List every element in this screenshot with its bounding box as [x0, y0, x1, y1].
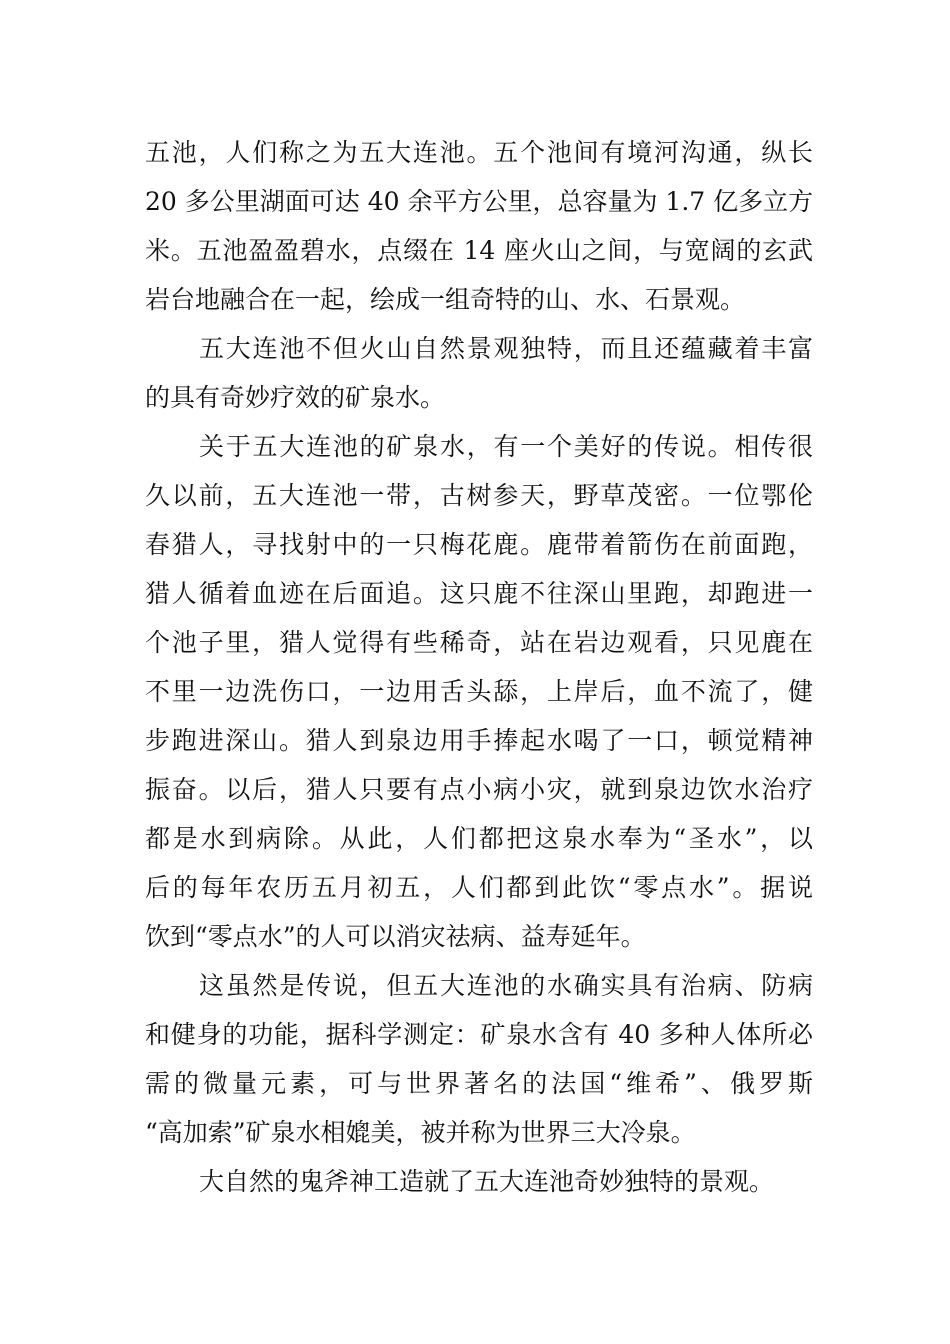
- document-page: [145, 128, 813, 1206]
- text-line: 个池子里，猎人觉得有些稀奇，站在岩边观看，只见鹿在: [145, 628, 813, 657]
- text-line: 需的微量元素，可与世界著名的法国“维希”、俄罗斯: [145, 1069, 813, 1098]
- text-line: 都是水到病除。从此，人们都把这泉水奉为“圣水”，以: [145, 824, 813, 853]
- text-line: 步跑进深山。猎人到泉边用手捧起水喝了一口，顿觉精神: [145, 726, 813, 755]
- text-line: 不里一边洗伤口，一边用舌头舔，上岸后，血不流了，健: [145, 677, 813, 706]
- paragraph-first-line: 五大连池不但火山自然景观独特，而且还蕴藏着丰富: [199, 334, 813, 363]
- text-line: 五池，人们称之为五大连池。五个池间有境河沟通，纵长: [145, 138, 813, 167]
- text-line: 春猎人，寻找射中的一只梅花鹿。鹿带着箭伤在前面跑，: [145, 530, 813, 559]
- text-line: 后的每年农历五月初五，人们都到此饮“零点水”。据说: [145, 873, 813, 902]
- text-line: “高加索”矿泉水相媲美，被并称为世界三大冷泉。: [145, 1118, 696, 1147]
- text-line: 振奋。以后，猎人只要有点小病小灾，就到泉边饮水治疗: [145, 775, 813, 804]
- paragraph-first-line: 大自然的鬼斧神工造就了五大连池奇妙独特的景观。: [199, 1167, 775, 1196]
- text-line: 的具有奇妙疗效的矿泉水。: [145, 383, 446, 412]
- text-line: 饮到“零点水”的人可以消灾祛病、益寿延年。: [145, 922, 646, 951]
- paragraph-first-line: 关于五大连池的矿泉水，有一个美好的传说。相传很: [199, 432, 813, 461]
- paragraph-first-line: 这虽然是传说，但五大连池的水确实具有治病、防病: [199, 971, 813, 1000]
- text-line: 猎人循着血迹在后面追。这只鹿不往深山里跑，却跑进一: [145, 579, 813, 608]
- text-line: 久以前，五大连池一带，古树参天，野草茂密。一位鄂伦: [145, 481, 813, 510]
- text-line: 米。五池盈盈碧水，点缀在 14 座火山之间，与宽阔的玄武: [145, 236, 813, 265]
- text-line: 和健身的功能，据科学测定：矿泉水含有 40 多种人体所必: [145, 1020, 813, 1049]
- text-line: 20 多公里湖面可达 40 余平方公里，总容量为 1.7 亿多立方: [145, 187, 814, 216]
- text-line: 岩台地融合在一起，绘成一组奇特的山、水、石景观。: [145, 285, 746, 314]
